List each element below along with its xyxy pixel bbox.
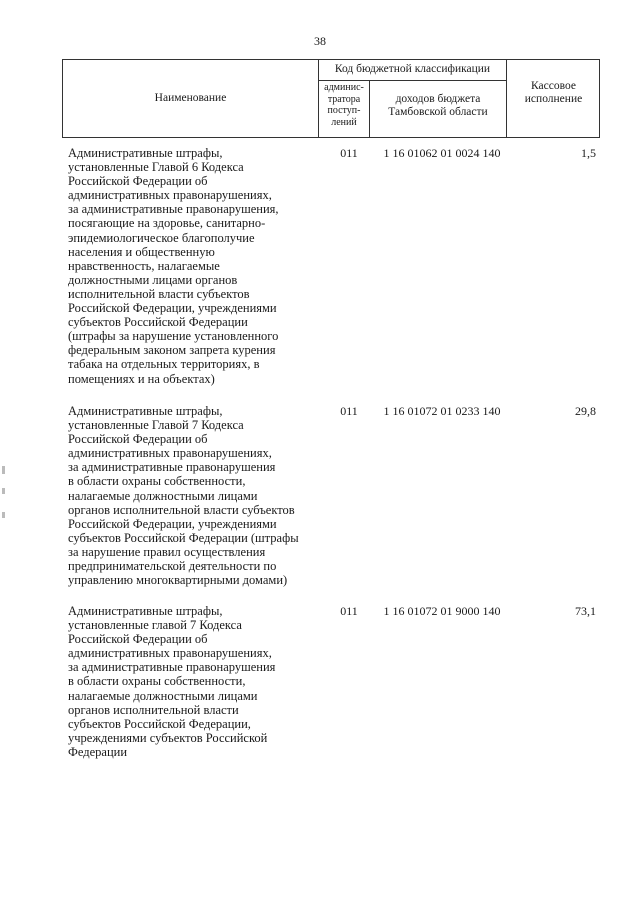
row-2-name: Административные штрафы, установленные Главой 7 Кодекса Российской Федерации об административных правонарушениях, за административные правонарушения в области охраны собственности, налагаемые должностными лицами органов исполнительной власти субъектов Российской Федерации, учреждениями субъектов Российской Федерации (штрафы за нарушение правил осуществления предпринимательской деятельности по управлению многоквартирными домами) bbox=[68, 404, 299, 588]
row-3-name: Административные штрафы, установленные главой 7 Кодекса Российской Федерации об административных правонарушениях, за административные правонарушения в области охраны собственности, налагаемые должностными лицами органов исполнительной власти субъектов Российской Федерации, учреждениями субъектов Российской Федерации bbox=[68, 604, 276, 759]
header-cash: Кассовое исполнение bbox=[524, 80, 583, 105]
header-name: Наименование bbox=[154, 92, 227, 104]
scan-mark bbox=[2, 488, 5, 494]
divider-group-title bbox=[318, 80, 506, 81]
row-1-name: Административные штрафы, установленные Главой 6 Кодекса Российской Федерации об административных правонарушениях, за административные правонарушения, посягающие на здоровье, санитарно- эпидемиологическое благополучие населения и общественную нравственность, налагаемые должностными лицами органов исполнительной власти субъектов Российской Федерации, учреждениями субъектов Российской Федерации (штрафы за нарушение установленного федеральным законом запрета курения табака на отдельных территориях, в помещениях и на объектах) bbox=[68, 146, 279, 386]
scan-mark bbox=[2, 512, 5, 518]
table-header bbox=[62, 59, 600, 138]
row-2-value: 29,8 bbox=[575, 404, 596, 418]
row-2-admin: 011 bbox=[340, 404, 358, 418]
header-budget-code-group: Код бюджетной классификации bbox=[334, 63, 491, 75]
row-3-admin: 011 bbox=[340, 604, 358, 618]
page-number: 38 bbox=[314, 34, 326, 48]
row-1-code: 1 16 01062 01 0024 140 bbox=[383, 146, 501, 160]
row-3-code: 1 16 01072 01 9000 140 bbox=[383, 604, 501, 618]
row-2-code: 1 16 01072 01 0233 140 bbox=[383, 404, 501, 418]
row-1-value: 1,5 bbox=[581, 146, 596, 160]
header-admin: админис- тратора поступ- лений bbox=[324, 82, 364, 128]
row-1-admin: 011 bbox=[340, 146, 358, 160]
row-3-value: 73,1 bbox=[575, 604, 596, 618]
scan-mark bbox=[2, 466, 5, 474]
header-income: доходов бюджета Тамбовской области bbox=[388, 93, 488, 118]
